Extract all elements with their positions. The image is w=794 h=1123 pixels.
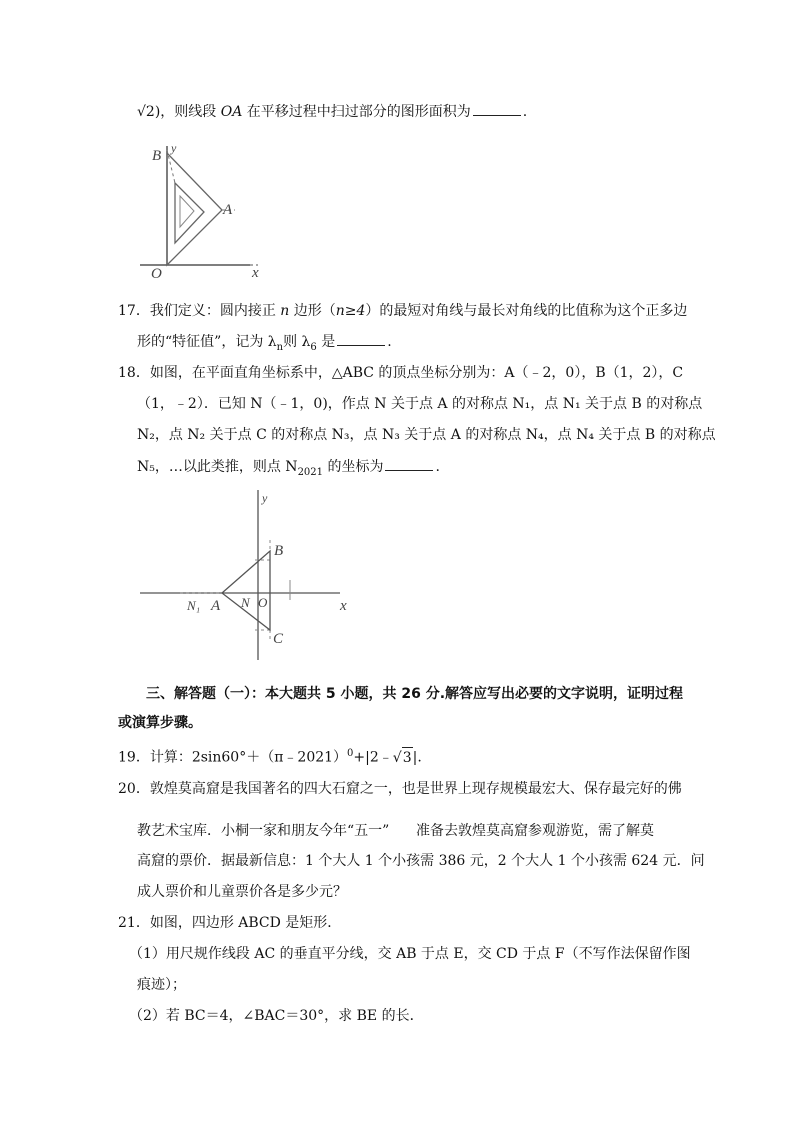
q21-line-2: （1）用尺规作线段 AC 的垂直平分线，交 AB 于点 E，交 CD 于点 F（不写作法保留作图	[129, 946, 691, 962]
fig2-label-o: O	[258, 595, 268, 610]
sqrt-symbol: √	[137, 104, 146, 120]
fig1-label-b: B	[152, 148, 162, 164]
fig1-label-o: O	[151, 266, 162, 282]
q21-line-1: 21．如图，四边形 ABCD 是矩形．	[118, 915, 342, 931]
q16-text-1: 2)，则线段	[145, 104, 221, 120]
q17-end: .	[387, 334, 392, 350]
q18-end: .	[435, 459, 440, 475]
q17-sub-6: 6	[310, 341, 317, 353]
q18-text-2: 的坐标为	[323, 459, 384, 475]
q17-text-5: 则 λ	[283, 334, 311, 350]
fig1-label-x: x	[252, 265, 259, 281]
q16-text-2: 在平移过程中扫过部分的图形面积为	[242, 104, 471, 120]
sqrt-symbol: √	[392, 749, 402, 766]
fig2-label-b: B	[274, 543, 284, 559]
fig2-label-x: x	[340, 598, 347, 614]
q18-line-3: N₂，点 N₂ 关于点 C 的对称点 N₃，点 N₃ 关于点 A 的对称点 N₄，点 N₄ 关于点 B 的对称点	[137, 427, 716, 443]
q17-sub-n: n	[276, 341, 284, 353]
q20-line-2: 教艺术宝库．小桐一家和朋友今年“五一” 准备去敦煌莫高窟参观游览，需了解莫	[137, 823, 655, 839]
q20-line-4: 成人票价和儿童票价各是多少元？	[137, 884, 347, 900]
q19-line	[118, 744, 422, 768]
q20-line-1: 20．敦煌莫高窟是我国著名的四大石窟之一，也是世界上现存规模最宏大、保存最完好的佛	[118, 781, 682, 797]
q18-line-1: 18．如图，在平面直角坐标系中，△ABC 的顶点坐标分别为：A（﹣2，0），B（1，2），C	[118, 365, 684, 381]
q18-text-1: N₅，…以此类推，则点 N	[137, 459, 298, 475]
q20-line-3: 高窟的票价．据最新信息：1 个大人 1 个小孩需 386 元，2 个大人 1 个小孩需 624 元．问	[137, 853, 705, 869]
q17-var-n: n	[280, 303, 290, 319]
q17-text-6: 是	[316, 334, 336, 350]
fig2-label-a: A	[211, 598, 221, 614]
q17-text-1: 17．我们定义：圆内接正	[118, 303, 281, 319]
section-3-heading-line-1: 三、解答题（一）：本大题共 5 小题，共 26 分.解答应写出必要的文字说明，证明过程	[146, 686, 684, 702]
fig2-label-n1: N₁	[187, 598, 201, 613]
fig2-label-c: C	[273, 631, 284, 647]
q19-text-2: +|2﹣	[353, 749, 393, 766]
q19-text-1: 19．计算：2sin60°＋（π﹣2021）	[118, 749, 348, 766]
q16-end: .	[522, 104, 528, 120]
section-3-heading-line-2: 或演算步骤。	[118, 715, 202, 731]
fig1-label-y: y	[171, 141, 177, 155]
q17-cond: n≥4	[335, 303, 366, 319]
q17-text-4: 形的“特征值”，记为 λ	[137, 334, 277, 350]
q19-radicand: 3	[402, 747, 413, 768]
q16-var-oa: OA	[220, 104, 243, 120]
triangle-abc	[222, 551, 270, 630]
q17-text-2: 边形（	[289, 303, 336, 319]
q17-text-3: ）的最短对角线与最长对角线的比值称为这个正多边	[365, 303, 688, 319]
fig1-label-a: A	[223, 202, 233, 218]
q21-line-3: 痕迹）；	[137, 977, 186, 993]
q19-exp: 0	[347, 748, 354, 759]
q19-text-3: |.	[412, 749, 422, 766]
fig2-label-n: N	[241, 595, 250, 610]
fig2-label-y: y	[262, 491, 268, 505]
q18-sub-2021: 2021	[297, 466, 324, 478]
q18-line-2: （1，﹣2）．已知 N（﹣1，0)，作点 N 关于点 A 的对称点 N₁，点 N₁ 关于点 B 的对称点	[137, 396, 703, 412]
q21-line-4: （2）若 BC＝4，∠BAC＝30°，求 BE 的长．	[129, 1008, 424, 1024]
